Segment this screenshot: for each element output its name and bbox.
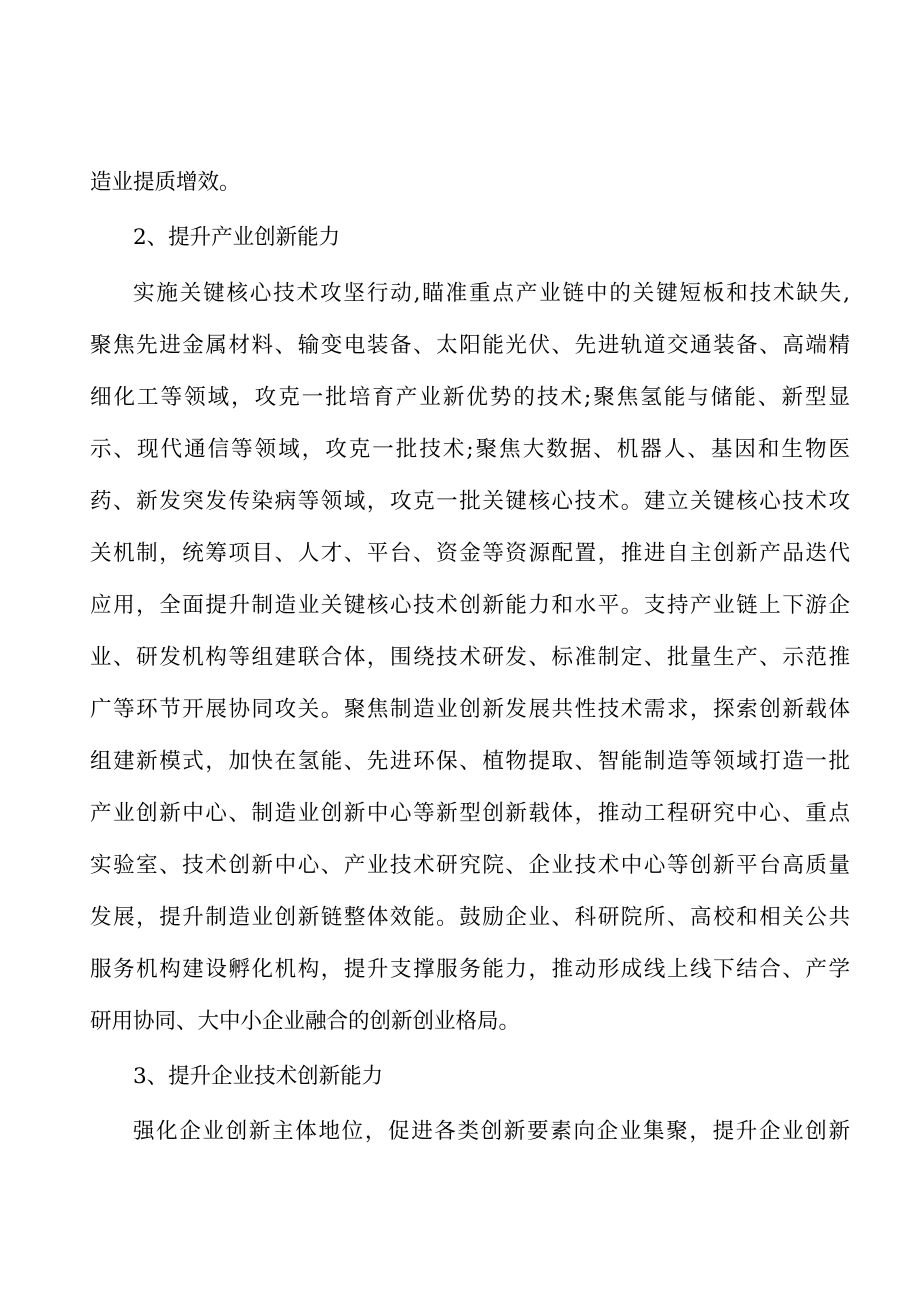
paragraph-line: 组建新模式，加快在氢能、先进环保、植物提取、智能制造等领域打造一批 xyxy=(90,749,850,774)
paragraph-line: 研用协同、大中小企业融合的创新创业格局。 xyxy=(90,1009,521,1034)
paragraph-line: 服务机构建设孵化机构，提升支撑服务能力，推动形成线上线下结合、产学 xyxy=(90,957,850,982)
section-heading-3: 3、提升企业技术创新能力 xyxy=(133,1064,384,1089)
section-heading-2: 2、提升产业创新能力 xyxy=(133,225,341,250)
paragraph-line: 聚焦先进金属材料、输变电装备、太阳能光伏、先进轨道交通装备、高端精 xyxy=(90,333,850,358)
paragraph-line: 广等环节开展协同攻关。聚焦制造业创新发展共性技术需求，探索创新载体 xyxy=(90,697,850,722)
paragraph-line: 药、新发突发传染病等领域，攻克一批关键核心技术。建立关键核心技术攻 xyxy=(90,489,850,514)
paragraph-line: 业、研发机构等组建联合体，围绕技术研发、标准制定、批量生产、示范推 xyxy=(90,645,850,670)
paragraph-line: 强化企业创新主体地位，促进各类创新要素向企业集聚，提升企业创新 xyxy=(133,1119,850,1144)
paragraph-line-intro: 造业提质增效。 xyxy=(90,170,241,195)
paragraph-line: 细化工等领域，攻克一批培育产业新优势的技术;聚焦氢能与储能、新型显 xyxy=(90,385,850,410)
paragraph-line: 发展，提升制造业创新链整体效能。鼓励企业、科研院所、高校和相关公共 xyxy=(90,905,850,930)
paragraph-line: 实验室、技术创新中心、产业技术研究院、企业技术中心等创新平台高质量 xyxy=(90,853,850,878)
paragraph-line: 实施关键核心技术攻坚行动,瞄准重点产业链中的关键短板和技术缺失, xyxy=(133,281,850,306)
paragraph-line: 应用，全面提升制造业关键核心技术创新能力和水平。支持产业链上下游企 xyxy=(90,593,850,618)
paragraph-line: 示、现代通信等领域，攻克一批技术;聚焦大数据、机器人、基因和生物医 xyxy=(90,437,850,462)
paragraph-line: 产业创新中心、制造业创新中心等新型创新载体，推动工程研究中心、重点 xyxy=(90,801,850,826)
paragraph-line: 关机制，统筹项目、人才、平台、资金等资源配置，推进自主创新产品迭代 xyxy=(90,541,850,566)
